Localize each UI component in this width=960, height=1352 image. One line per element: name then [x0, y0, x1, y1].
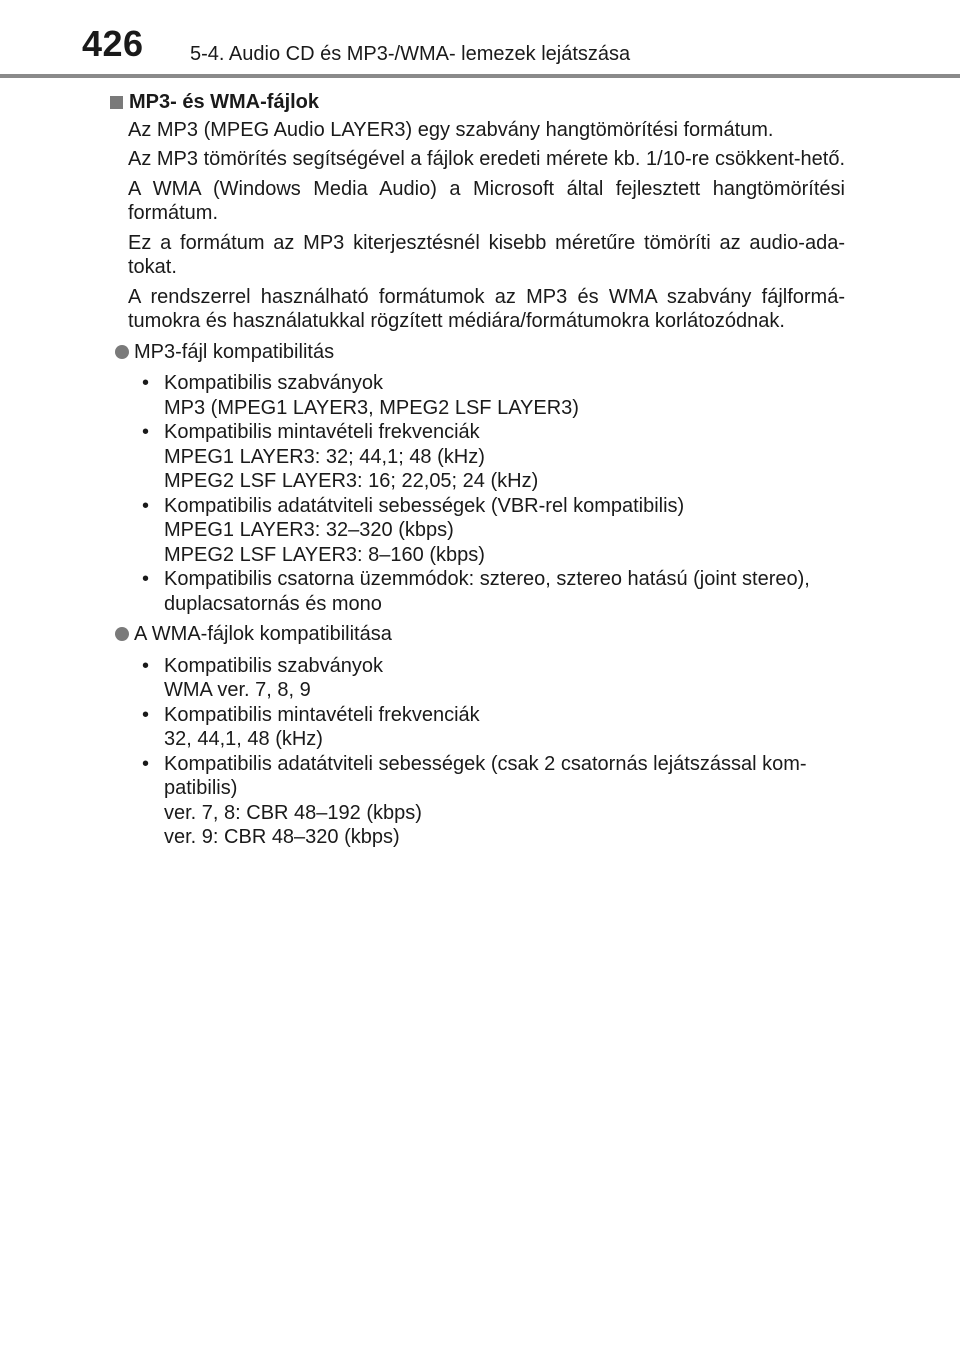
wma-compat-list [142, 654, 845, 850]
dot-bullet-icon: • [142, 752, 150, 775]
list-item [142, 654, 845, 703]
list-item-detail: ver. 9: CBR 48–320 (kbps) [164, 826, 400, 848]
wma-compat-heading [115, 622, 845, 647]
list-item-detail: WMA ver. 7, 8, 9 [164, 679, 311, 701]
page-number: 426 [82, 23, 144, 64]
list-item [142, 420, 845, 494]
list-item-detail: MPEG2 LSF LAYER3: 8–160 (kbps) [164, 543, 485, 566]
square-bullet-icon [110, 96, 123, 109]
list-item-label: Kompatibilis csatorna üzemmódok: sztereo, sztereo hatású (joint stereo), duplacsatornás és mono [164, 568, 810, 615]
list-item-detail: MPEG1 LAYER3: 32–320 (kbps) [164, 519, 454, 541]
paragraph: A WMA (Windows Media Audio) a Microsoft által fejlesztett hangtömörítési formátum. [128, 177, 845, 224]
list-item [142, 494, 845, 568]
list-item [142, 371, 845, 420]
paragraph: A rendszerrel használható formátumok az MP3 és WMA szabvány fájlformá-tumokra és használatukkal rögzített médiára/formátumokra korlátozódnak. [128, 285, 845, 332]
chapter-title: 5-4. Audio CD és MP3-/WMA- lemezek lejátszása [190, 43, 631, 65]
list-item-label: Kompatibilis mintavételi frekvenciák [164, 421, 480, 443]
section-heading [110, 90, 845, 115]
list-item-detail: MPEG2 LSF LAYER3: 16; 22,05; 24 (kHz) [164, 470, 539, 492]
paragraph: Az MP3 tömörítés segítségével a fájlok eredeti mérete kb. 1/10-re csökkent-hető. [128, 148, 846, 170]
list-item-label: Kompatibilis szabványok [164, 372, 383, 394]
list-item-detail: 32, 44,1, 48 (kHz) [164, 728, 323, 750]
mp3-compat-list [142, 371, 845, 616]
dot-bullet-icon: • [142, 494, 150, 517]
mp3-compat-title: MP3-fájl kompatibilitás [134, 340, 335, 363]
paragraph: Ez a formátum az MP3 kiterjesztésnél kisebb méretűre tömöríti az audio-ada-tokat. [128, 231, 845, 278]
page-content [110, 90, 845, 850]
dot-bullet-icon: • [142, 568, 150, 590]
page-header [0, 0, 960, 80]
list-item-label: Kompatibilis mintavételi frekvenciák [164, 703, 480, 726]
list-item [142, 703, 845, 752]
wma-compat-title: A WMA-fájlok kompatibilitása [134, 623, 392, 645]
list-item-detail: MPEG1 LAYER3: 32; 44,1; 48 (kHz) [164, 445, 485, 468]
dot-bullet-icon: • [142, 372, 150, 394]
list-item-label: Kompatibilis adatátviteli sebességek (VBR-rel kompatibilis) [164, 494, 685, 517]
list-item-detail: ver. 7, 8: CBR 48–192 (kbps) [164, 801, 422, 824]
paragraph: Az MP3 (MPEG Audio LAYER3) egy szabvány hangtömörítési formátum. [128, 118, 774, 141]
list-item-label: Kompatibilis adatátviteli sebességek (csak 2 csatornás lejátszással kom-patibilis) [164, 752, 807, 799]
section-title: MP3- és WMA-fájlok [129, 91, 320, 113]
dot-bullet-icon: • [142, 654, 150, 677]
list-item-detail: MP3 (MPEG1 LAYER3, MPEG2 LSF LAYER3) [164, 396, 579, 419]
list-item [142, 567, 845, 616]
list-item [142, 752, 845, 850]
mp3-compat-heading [115, 340, 845, 365]
dot-bullet-icon: • [142, 421, 150, 443]
list-item-label: Kompatibilis szabványok [164, 654, 383, 677]
circle-bullet-icon [115, 627, 129, 641]
header-divider [0, 74, 960, 78]
circle-bullet-icon [115, 345, 129, 359]
dot-bullet-icon: • [142, 703, 150, 726]
